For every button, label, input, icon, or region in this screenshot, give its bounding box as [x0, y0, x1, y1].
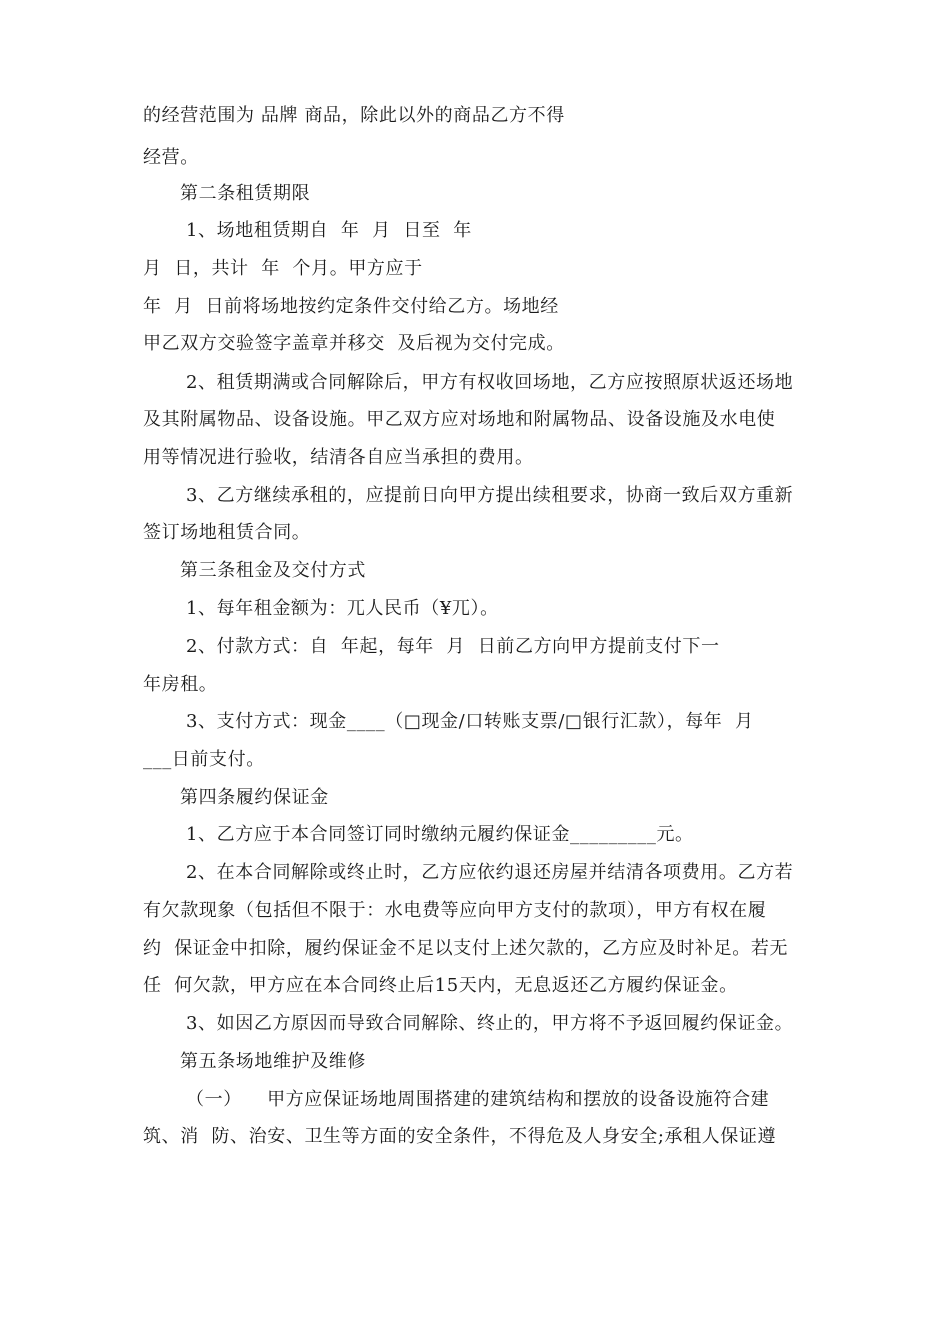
text-line: 1、乙方应于本合同签订同时缴纳元履约保证金_________元。: [186, 824, 694, 845]
text-line: 签订场地租赁合同。: [143, 522, 311, 543]
text-line: 年房租。: [143, 674, 218, 695]
text-line: 经营。: [143, 147, 199, 168]
text-line: 2、付款方式：自 年起，每年 月 日前乙方向甲方提前支付下一: [186, 636, 720, 657]
section-heading: 第四条履约保证金: [180, 787, 329, 808]
text-line: （一） 甲方应保证场地周围搭建的建筑结构和摆放的设备设施符合建: [186, 1089, 770, 1110]
text-line: 有欠款现象（包括但不限于：水电费等应向甲方支付的款项），甲方有权在履: [143, 900, 767, 921]
text-line: 3、支付方式：现金____（□现金/口转账支票/□银行汇款），每年 月: [186, 711, 754, 732]
section-heading: 第五条场地维护及维修: [180, 1051, 366, 1072]
section-heading: 第二条租赁期限: [180, 183, 311, 204]
text-line: 年 月 日前将场地按约定条件交付给乙方。场地经: [143, 296, 559, 317]
text-line: 及其附属物品、设备设施。甲乙双方应对场地和附属物品、设备设施及水电使: [143, 409, 776, 430]
text-line: 任 何欠款，甲方应在本合同终止后15天内，无息返还乙方履约保证金。: [143, 975, 738, 996]
text-line: 月 日，共计 年 个月。甲方应于: [143, 258, 423, 279]
text-line: 的经营范围为 品牌 商品，除此以外的商品乙方不得: [143, 105, 565, 126]
text-line: 2、在本合同解除或终止时，乙方应依约退还房屋并结清各项费用。乙方若: [186, 862, 794, 883]
section-heading: 第三条租金及交付方式: [180, 560, 366, 581]
text-line: 甲乙双方交验签字盖章并移交 及后视为交付完成。: [143, 333, 565, 354]
text-line: 1、场地租赁期自 年 月 日至 年: [186, 220, 472, 241]
text-line: 3、乙方继续承租的，应提前日向甲方提出续租要求，协商一致后双方重新: [186, 485, 794, 506]
text-line: 用等情况进行验收，结清各自应当承担的费用。: [143, 447, 534, 468]
text-line: 2、租赁期满或合同解除后，甲方有权收回场地，乙方应按照原状返还场地: [186, 372, 794, 393]
text-line: ___日前支付。: [143, 749, 265, 770]
text-line: 3、如因乙方原因而导致合同解除、终止的，甲方将不予返回履约保证金。: [186, 1013, 794, 1034]
text-line: 筑、消 防、治安、卫生等方面的安全条件，不得危及人身安全;承租人保证遵: [143, 1126, 777, 1147]
text-line: 1、每年租金额为：兀人民币（¥兀）。: [186, 598, 499, 619]
text-line: 约 保证金中扣除，履约保证金不足以支付上述欠款的，乙方应及时补足。若无: [143, 938, 789, 959]
